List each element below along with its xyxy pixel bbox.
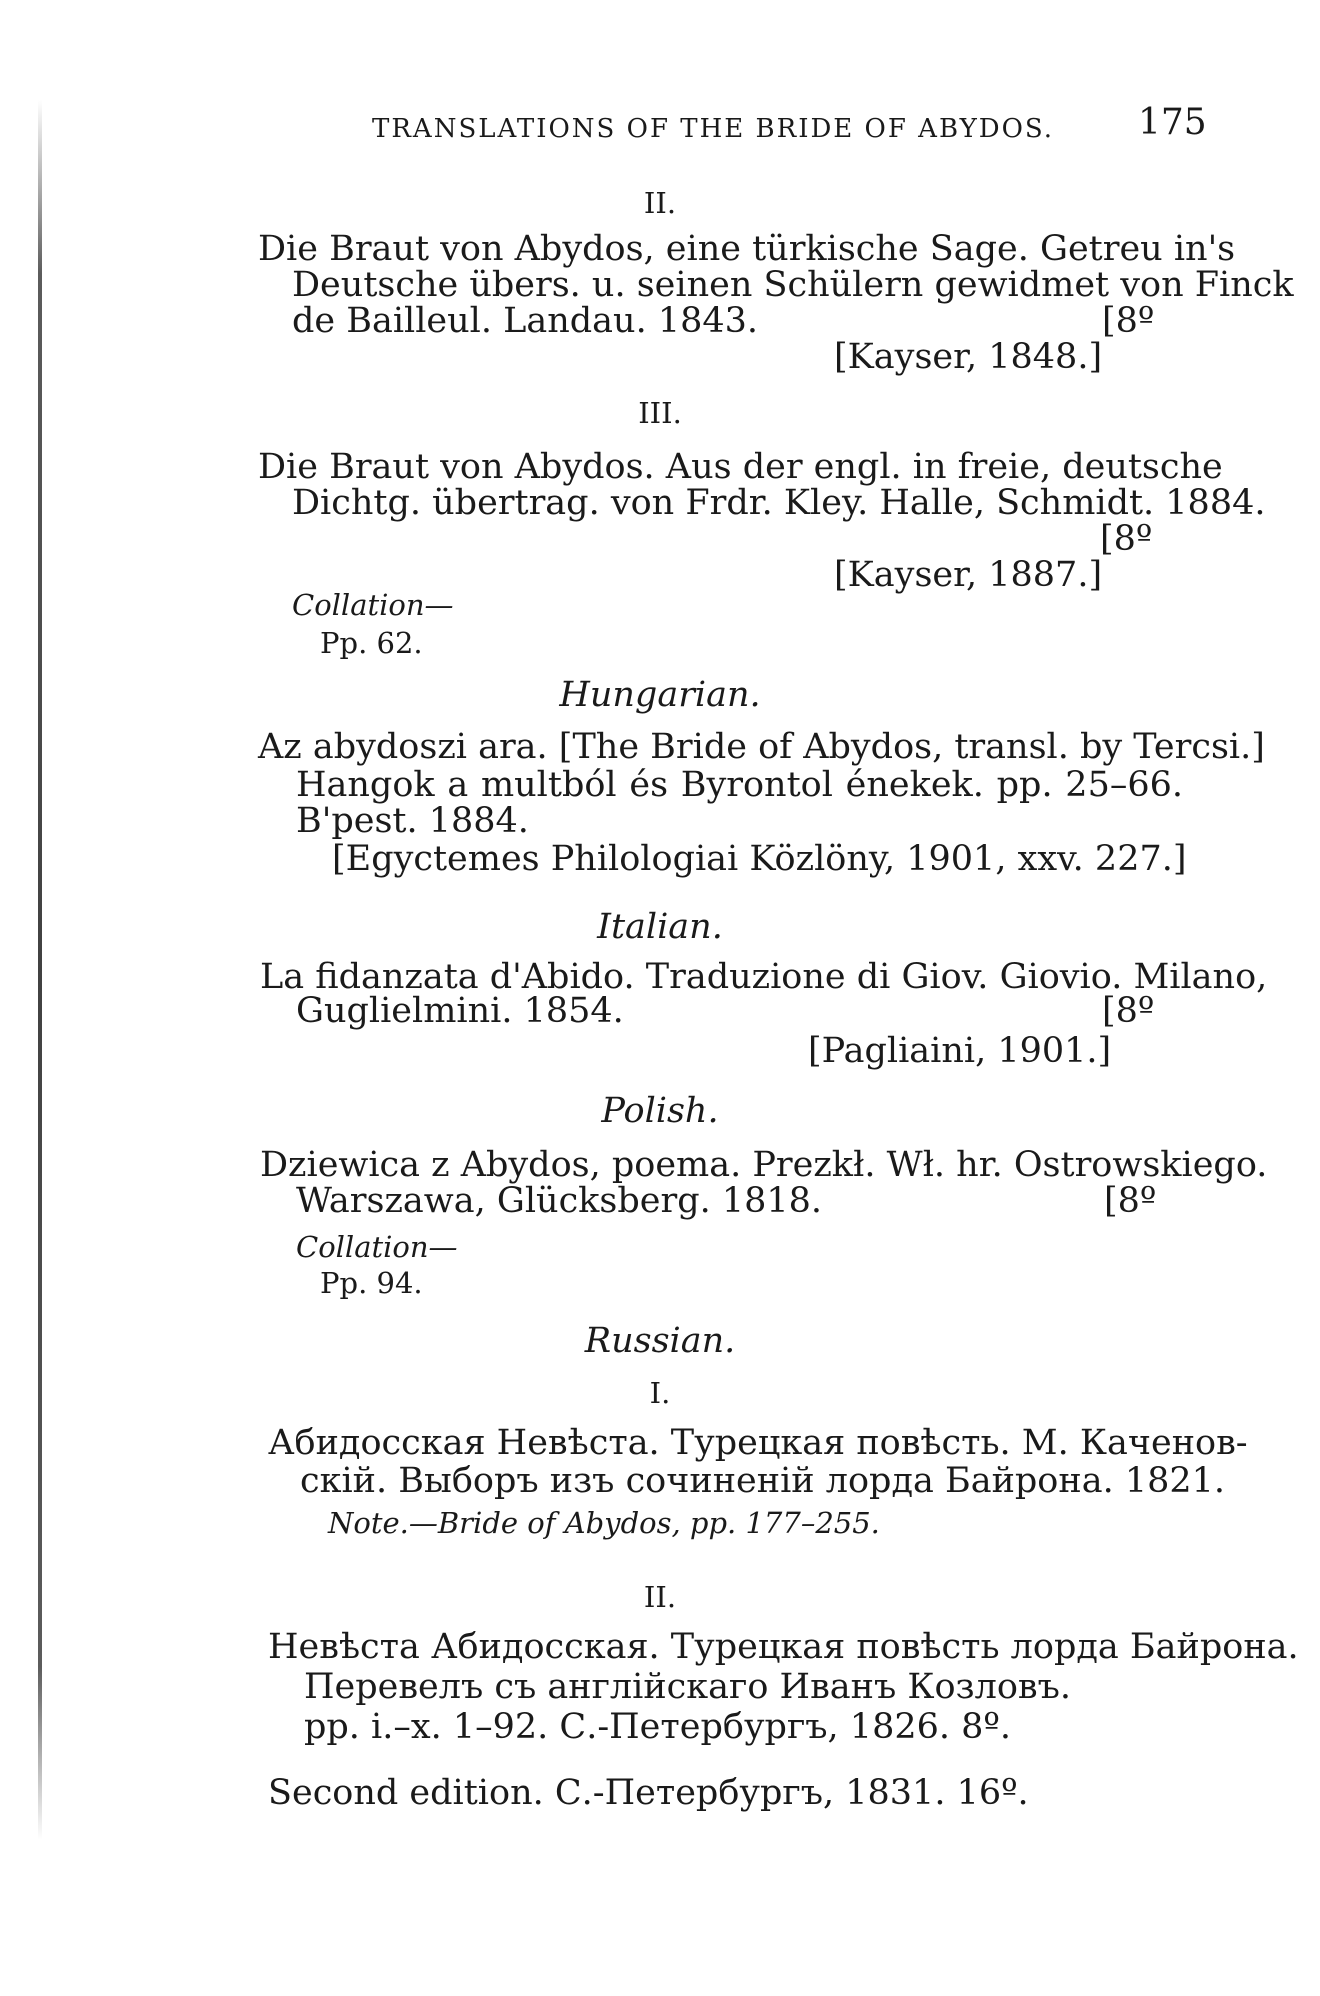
collation-label: Collation— [296, 1230, 458, 1264]
entry-line: Dichtg. übertrag. von Frdr. Kley. Halle, Schmidt. 1884. [292, 483, 1266, 523]
format-mark: [8º [1102, 991, 1155, 1031]
section-number-ii: II. [643, 186, 677, 220]
collation-label: Collation— [292, 588, 454, 622]
note-line: Note.—Bride of Abydos, pp. 177–255. [328, 1506, 880, 1540]
entry-line: Guglielmini. 1854. [296, 991, 624, 1031]
entry-line: скій. Выборъ изъ сочиненій лорда Байрона. 1821. [300, 1461, 1226, 1501]
entry-line: Абидосская Невѣста. Турецкая повѣсть. М. Каченов- [268, 1423, 1248, 1463]
source-ref: [Kayser, 1887.] [834, 555, 1103, 595]
format-mark: [8º [1100, 519, 1153, 559]
section-number-iii: III. [638, 396, 682, 430]
entry-line: pp. i.–x. 1–92. С.-Петербургъ, 1826. 8º. [304, 1707, 1011, 1747]
entry-line: Warszawa, Glücksberg. 1818. [296, 1181, 823, 1221]
format-mark: [8º [1102, 301, 1155, 341]
section-number-i: I. [649, 1376, 671, 1410]
format-mark: [8º [1104, 1181, 1157, 1221]
language-heading-hungarian: Hungarian. [559, 675, 761, 715]
collation-pages: Pp. 94. [320, 1266, 423, 1300]
collation-pages: Pp. 62. [320, 626, 423, 660]
entry-line: Deutsche übers. u. seinen Schülern gewidmet von Finck [292, 265, 1294, 305]
running-header: TRANSLATIONS OF THE BRIDE OF ABYDOS. [372, 114, 1055, 144]
entry-line: Hangok a multból és Byrontol énekek. pp. 25–66. [296, 765, 1183, 805]
entry-line: Az abydoszi ara. [The Bride of Abydos, transl. by Tercsi.] [258, 727, 1265, 767]
source-ref: [Egyctemes Philologiai Közlöny, 1901, xxv. 227.] [332, 839, 1187, 879]
language-heading-russian: Russian. [584, 1321, 736, 1361]
entry-line: Dziewica z Abydos, poema. Prezkł. Wł. hr. Ostrowskiego. [260, 1145, 1268, 1185]
language-heading-italian: Italian. [597, 907, 723, 947]
entry-line: Second edition. С.-Петербургъ, 1831. 16º. [268, 1773, 1029, 1813]
language-heading-polish: Polish. [601, 1091, 719, 1131]
entry-line: de Bailleul. Landau. 1843. [292, 301, 759, 341]
entry-line: Перевелъ съ англійскаго Иванъ Козловъ. [304, 1667, 1072, 1707]
entry-line: La fidanzata d'Abido. Traduzione di Giov. Giovio. Milano, [260, 957, 1268, 997]
source-ref: [Pagliaini, 1901.] [808, 1031, 1112, 1071]
page-number: 175 [1138, 102, 1207, 143]
entry-line: Die Braut von Abydos. Aus der engl. in freie, deutsche [258, 447, 1223, 487]
section-number-ii: II. [643, 1580, 677, 1614]
source-ref: [Kayser, 1848.] [834, 337, 1103, 377]
entry-line: Die Braut von Abydos, eine türkische Sage. Getreu in's [258, 229, 1236, 269]
entry-line: Невѣста Абидосская. Турецкая повѣсть лорда Байрона. [268, 1627, 1299, 1667]
entry-line: B'pest. 1884. [296, 801, 529, 841]
